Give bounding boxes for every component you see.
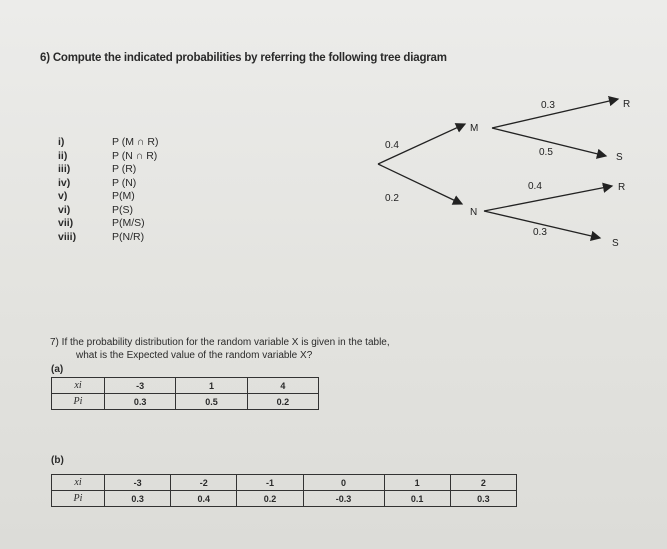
table-cell: -0.3: [303, 491, 384, 507]
leaf-s1-label: S: [616, 152, 623, 163]
question-7-text: [50, 336, 390, 362]
table-cell: -1: [237, 475, 303, 491]
item-number: viii): [58, 230, 77, 243]
item-number: vii): [58, 217, 74, 229]
probability-table-a: [51, 377, 319, 410]
table-cell: 4: [247, 378, 318, 394]
prob-n-r-label: 0.4: [528, 181, 542, 192]
branch-n-to-r: [484, 186, 612, 211]
prob-n-s-label: 0.3: [533, 227, 547, 238]
question-7-line-1: 7) If the probability distribution for the random variable X is given in the table,: [50, 337, 390, 348]
prob-m-s-label: 0.5: [539, 147, 553, 158]
item-expression: P (M ∩ R): [112, 136, 159, 148]
node-m-label: M: [470, 123, 479, 134]
leaf-r1-label: R: [623, 99, 631, 110]
item-number: i): [58, 136, 65, 148]
table-header-xi: xi: [52, 475, 105, 491]
leaf-s2-label: S: [612, 238, 619, 249]
table-cell: 0.3: [450, 491, 516, 507]
item-expression: P(S): [112, 203, 133, 216]
item-expression: P(M): [112, 190, 135, 202]
table-cell: 0.3: [105, 491, 171, 507]
prob-m-r-label: 0.3: [541, 100, 555, 111]
node-n-label: N: [470, 207, 478, 218]
table-cell: 0: [303, 475, 384, 491]
item-number: vi): [58, 203, 71, 216]
item-number: ii): [58, 149, 68, 162]
table-header-pi: Pi: [52, 394, 105, 410]
table-cell: 0.3: [105, 394, 176, 410]
table-cell: 0.5: [176, 394, 247, 410]
item-number: iv): [58, 176, 71, 189]
item-expression: P (N): [112, 176, 137, 189]
table-cell: 0.1: [384, 491, 450, 507]
item-number: iii): [58, 163, 71, 175]
leaf-r2-label: R: [618, 182, 626, 193]
table-cell: 0.4: [171, 491, 237, 507]
part-a-label: (a): [51, 364, 64, 375]
table-header-pi: Pi: [52, 491, 105, 507]
table-row: [52, 378, 319, 394]
question-6-text: 6) Compute the indicated probabilities by referring the following tree diagram: [40, 52, 447, 64]
table-header-xi: xi: [52, 378, 105, 394]
item-expression: P (R): [112, 163, 137, 175]
table-cell: 1: [384, 475, 450, 491]
item-number: v): [58, 190, 68, 202]
table-cell: 1: [176, 378, 247, 394]
item-expression: P(M/S): [112, 217, 145, 229]
table-row: [52, 394, 319, 410]
table-cell: -2: [171, 475, 237, 491]
table-cell: 0.2: [247, 394, 318, 410]
table-row: [52, 491, 517, 507]
table-cell: -3: [105, 378, 176, 394]
prob-n-label: 0.2: [385, 193, 399, 204]
item-expression: P (N ∩ R): [112, 149, 158, 162]
table-cell: -3: [105, 475, 171, 491]
table-cell: 2: [450, 475, 516, 491]
table-row: [52, 475, 517, 491]
item-expression: P(N/R): [112, 230, 145, 243]
part-b-label: (b): [51, 455, 64, 466]
probability-table-b: [51, 474, 517, 507]
prob-m-label: 0.4: [385, 140, 399, 151]
table-cell: 0.2: [237, 491, 303, 507]
question-7-line-2: what is the Expected value of the random variable X?: [76, 350, 313, 361]
branch-m-to-r: [492, 99, 618, 128]
